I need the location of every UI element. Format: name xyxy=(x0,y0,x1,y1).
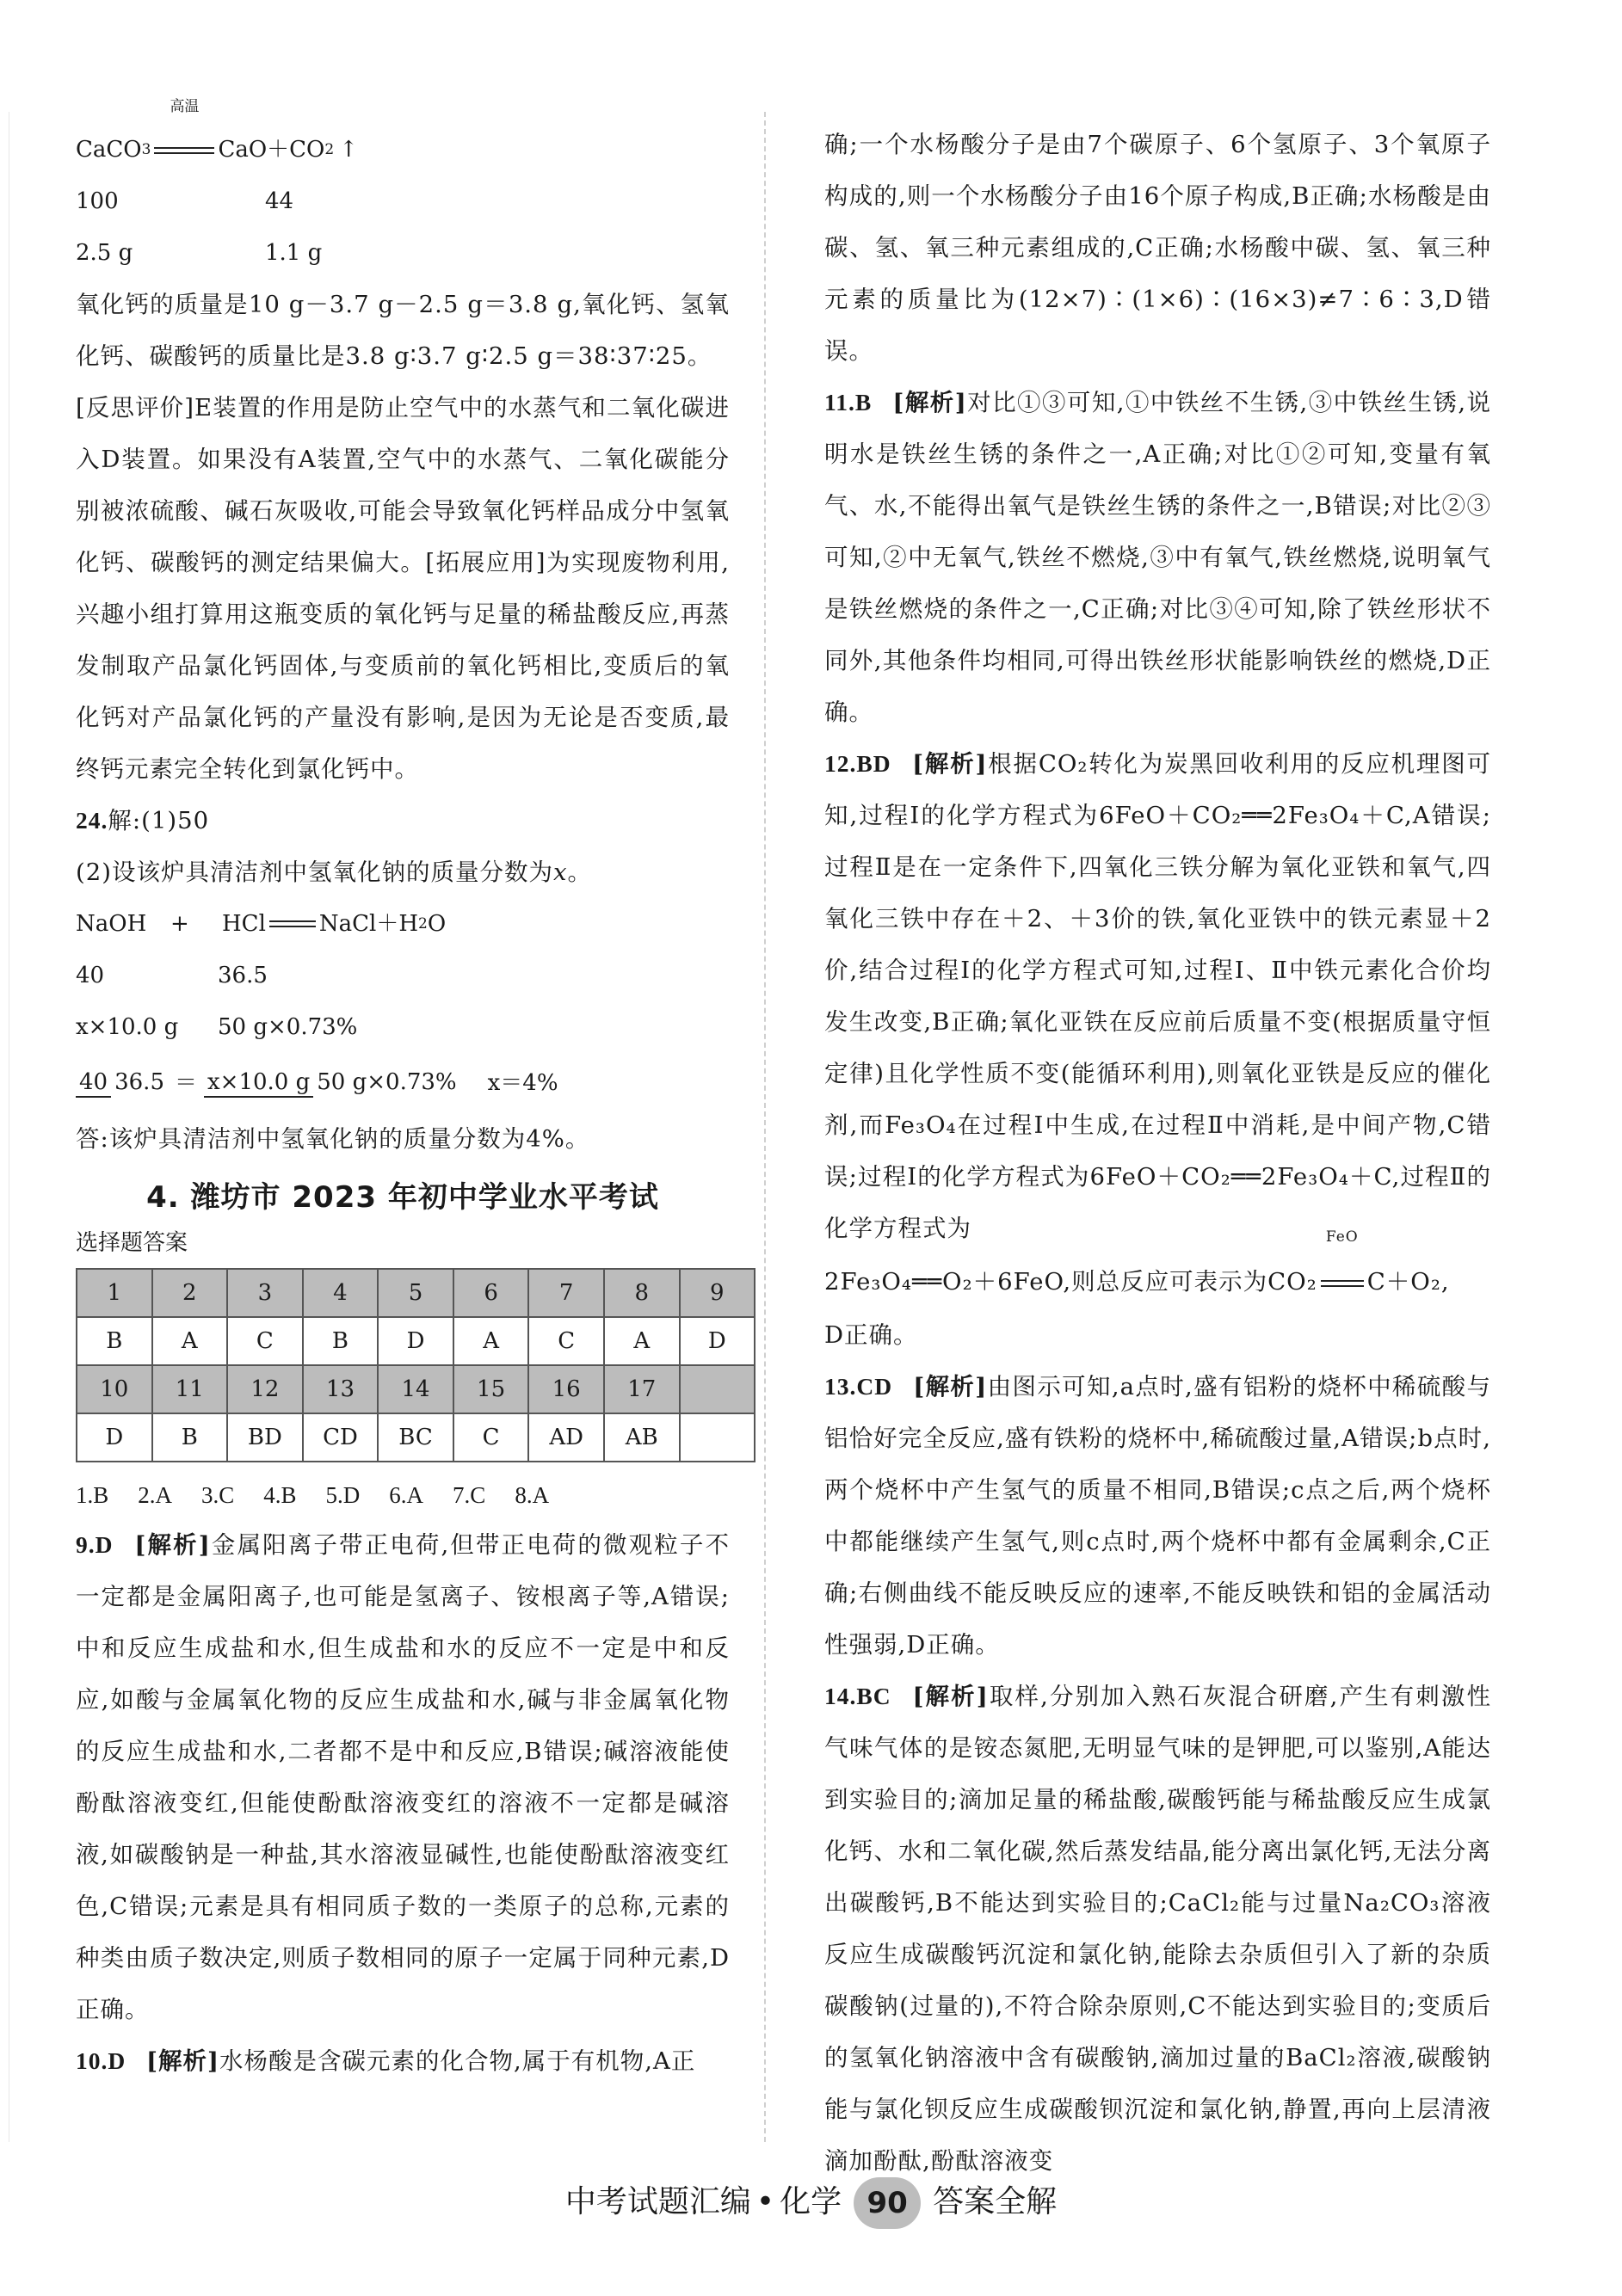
quick-answer-item: 8.A xyxy=(515,1482,550,1508)
question-24-answer: 答:该炉具清洁剂中氢氧化钠的质量分数为4%。 xyxy=(76,1125,590,1153)
reflection-paragraph: [反思评价]E装置的作用是防止空气中的水蒸气和二氧化碳进入D装置。如果没有A装置,空气中的水蒸气、二氧化碳能分别被浓硫酸、碱石灰吸收,可能会导致氧化钙样品成分中氢氧化钙、碳酸钙的测定结果偏大。[拓展应用]为实现废物利用,兴趣小组打算用这瓶变质的氧化钙与足量的稀盐酸反应,再蒸发制取产品氯化钙固体,与变质前的氧化钙相比,变质后的氧化钙对产品氯化钙的产量没有影响,是因为无论是否变质,最终钙元素完全转化到氯化钙中。 xyxy=(76,394,730,783)
question-24-part2: (2)设该炉具清洁剂中氢氧化钠的质量分数为x。 xyxy=(76,859,592,886)
answer-cell: 3 xyxy=(227,1269,303,1317)
answer-table-row xyxy=(77,1413,755,1462)
footer-book-title: 中考试题汇编 xyxy=(564,2184,751,2219)
answer-cell: 17 xyxy=(604,1365,680,1413)
question-11: 11.B [解析]对比①③可知,①中铁丝不生锈,③中铁丝生锈,说明水是铁丝生锈的条件之一,A正确;对比①②可知,变量有氧气、水,不能得出氧气是铁丝生锈的条件之一,B错误;对比②③可知,②中无氧气,铁丝不燃烧,③中有氧气,铁丝燃烧,说明氧气是铁丝燃烧的条件之一,C正确;对比③④可知,除了铁丝形状不同外,其他条件均相同,可得出铁丝形状能影响铁丝的燃烧,D正确。 xyxy=(824,389,1491,726)
answer-cell: 4 xyxy=(303,1269,379,1317)
answer-cell: D xyxy=(680,1317,755,1365)
answer-cell: B xyxy=(152,1413,228,1462)
question-13: 13.CD [解析]由图示可知,a点时,盛有铝粉的烧杯中稀硫酸与铝恰好完全反应,盛有铁粉的烧杯中,稀硫酸过量,A错误;b点时,两个烧杯中产生氢气的质量不相同,B错误;c点之后,两个烧杯中都能继续产生氢气,则c点时,两个烧杯中都有金属剩余,C正确;右侧曲线不能反映反应的速率,不能反映铁和铝的金属活动性强弱,D正确。 xyxy=(824,1373,1491,1659)
answer-cell: 13 xyxy=(303,1365,379,1413)
answer-cell: C xyxy=(528,1317,604,1365)
left-column xyxy=(76,98,730,2087)
quick-answer-item: 5.D xyxy=(325,1482,361,1508)
answer-cell: BD xyxy=(227,1413,303,1462)
answer-table-row xyxy=(77,1269,755,1317)
answer-cell xyxy=(680,1413,755,1462)
equals-condition: FeO xyxy=(1321,1254,1364,1309)
mass-paragraph: 氧化钙的质量是10 g－3.7 g－2.5 g＝3.8 g,氧化钙、氢氧化钙、碳酸钙的质量比是3.8 g∶3.7 g∶2.5 g＝38∶37∶25。 xyxy=(76,291,730,370)
answer-cell: 10 xyxy=(77,1365,152,1413)
question-12-end: D正确。 xyxy=(824,1321,918,1349)
answer-cell: 14 xyxy=(378,1365,453,1413)
page-footer xyxy=(0,2176,1622,2229)
section-title: 4. 潍坊市 2023 年初中学业水平考试 xyxy=(146,1180,659,1215)
answer-table-row xyxy=(77,1317,755,1365)
question-14: 14.BC [解析]取样,分别加入熟石灰混合研磨,产生有刺激性气味气体的是铵态氮肥,无明显气味的是钾肥,可以鉴别,A能达到实验目的;滴加足量的稀盐酸,碳酸钙能与稀盐酸反应生成氯化钙、水和二氧化碳,然后蒸发结晶,能分离出氯化钙,无法分离出碳酸钙,B不能达到实验目的;CaCl₂能与过量Na₂CO₃溶液反应生成碳酸钙沉淀和氯化钠,能除去杂质但引入了新的杂质碳酸钠(过量的),不符合除杂原则,C不能达到实验目的;变质后的氢氧化钠溶液中含有碳酸钠,滴加过量的BaCl₂溶液,碳酸钠能与氯化钡反应生成碳酸钡沉淀和氯化钠,静置,再向上层清液滴加酚酞,酚酞溶液变 xyxy=(824,1683,1491,2175)
answer-cell: 2 xyxy=(152,1269,228,1317)
answer-cell: 1 xyxy=(77,1269,152,1317)
ratio-row-2: 2.5 g 1.1 g xyxy=(76,240,323,266)
answer-cell: B xyxy=(77,1317,152,1365)
answer-cell: 5 xyxy=(378,1269,453,1317)
answer-cell: D xyxy=(378,1317,453,1365)
answer-cell: B xyxy=(303,1317,379,1365)
answer-cell: C xyxy=(453,1413,529,1462)
answer-cell: 8 xyxy=(604,1269,680,1317)
question-9: 9.D [解析]金属阳离子带正电荷,但带正电荷的微观粒子不一定都是金属阳离子,也可能是氢离子、铵根离子等,A错误;中和反应生成盐和水,但生成盐和水的反应不一定是中和反应,如酸与金属氧化物的反应生成盐和水,碱与非金属氧化物的反应生成盐和水,二者都不是中和反应,B错误;碱溶液能使酚酞溶液变红,但能使酚酞溶液变红的溶液不一定都是碱溶液,如碳酸钠是一种盐,其水溶液显碱性,也能使酚酞溶液变红色,C错误;元素是具有相同质子数的一类原子的总称,元素的种类由质子数决定,则质子数相同的原子一定属于同种元素,D正确。 xyxy=(76,1531,730,2023)
quick-answer-item: 2.A xyxy=(138,1482,173,1508)
footer-subject: 化学 xyxy=(780,2184,842,2219)
answer-cell: 9 xyxy=(680,1269,755,1317)
footer-tail: 答案全解 xyxy=(933,2184,1058,2219)
answer-cell: CD xyxy=(303,1413,379,1462)
answer-cell: 7 xyxy=(528,1269,604,1317)
answer-cell: BC xyxy=(378,1413,453,1462)
answer-cell: AB xyxy=(604,1413,680,1462)
answer-cell: 15 xyxy=(453,1365,529,1413)
quick-answer-item: 3.C xyxy=(201,1482,235,1508)
answer-cell: A xyxy=(604,1317,680,1365)
answer-cell xyxy=(680,1365,755,1413)
answer-table-row xyxy=(77,1365,755,1413)
choice-answers-label: 选择题答案 xyxy=(76,1230,188,1256)
equation-naoh: NaOH + HCl NaCl＋H 2 O xyxy=(76,911,447,937)
answer-table xyxy=(76,1268,755,1462)
fraction-equation: 40 36.5 ＝ x×10.0 g 50 g×0.73% x＝4% xyxy=(76,1053,730,1113)
question-24: 24.解:(1)50 xyxy=(76,807,210,834)
right-column xyxy=(824,119,1491,2187)
page-number-badge: 90 xyxy=(854,2177,921,2229)
answer-cell: AD xyxy=(528,1413,604,1462)
equals-condition: 高温 xyxy=(154,124,214,175)
answer-cell: C xyxy=(227,1317,303,1365)
footer-dot: • xyxy=(755,2184,775,2219)
question-12: 12.BD [解析]根据CO₂转化为炭黑回收利用的反应机理图可知,过程Ⅰ的化学方程式为6FeO＋CO₂══2Fe₃O₄＋C,A错误;过程Ⅱ是在一定条件下,四氧化三铁分解为氧化亚铁和氧气,四氧化三铁中存在＋2、＋3价的铁,氧化亚铁中的铁元素显＋2价,结合过程Ⅰ的化学方程式可知,过程Ⅰ、Ⅱ中铁元素化合价均发生改变,B正确;氧化亚铁在反应前后质量不变(根据质量守恒定律)且化学性质不变(能循环利用),则氧化亚铁是反应的催化剂,而Fe₃O₄在过程Ⅰ中生成,在过程Ⅱ中消耗,是中间产物,C错误;过程Ⅰ的化学方程式为6FeO＋CO₂══2Fe₃O₄＋C,过程Ⅱ的化学方程式为 xyxy=(824,750,1491,1242)
answer-cell: D xyxy=(77,1413,152,1462)
quick-answers xyxy=(76,1471,730,1519)
question-10: 10.D [解析]水杨酸是含碳元素的化合物,属于有机物,A正 xyxy=(76,2047,696,2075)
answer-cell: A xyxy=(152,1317,228,1365)
ratio-row-3: 40 36.5 xyxy=(76,963,268,988)
quick-answer-item: 7.C xyxy=(453,1482,486,1508)
ratio-row-1: 100 44 xyxy=(76,188,294,214)
answer-cell: 12 xyxy=(227,1365,303,1413)
question-10-continued: 确;一个水杨酸分子是由7个碳原子、6个氢原子、3个氧原子构成的,则一个水杨酸分子由16个原子构成,B正确;水杨酸是由碳、氢、氧三种元素组成的,C正确;水杨酸中碳、氢、氧三种元素的质量比为(12×7)∶(1×6)∶(16×3)≠7∶6∶3,D错误。 xyxy=(824,131,1491,365)
column-divider xyxy=(764,112,766,2142)
quick-answer-item: 4.B xyxy=(263,1482,297,1508)
equation-caco3: CaCO 3 高温 CaO＋CO 2 ↑ xyxy=(76,124,730,175)
answer-cell: 11 xyxy=(152,1365,228,1413)
question-12-equation: 2Fe₃O₄══O₂＋6FeO,则总反应可表示为CO₂ FeO C＋O₂, xyxy=(824,1254,1491,1309)
quick-answer-item: 1.B xyxy=(76,1482,109,1508)
answer-cell: 16 xyxy=(528,1365,604,1413)
ratio-row-4: x×10.0 g 50 g×0.73% xyxy=(76,1014,358,1040)
answer-cell: A xyxy=(453,1317,529,1365)
answer-cell: 6 xyxy=(453,1269,529,1317)
quick-answer-item: 6.A xyxy=(389,1482,424,1508)
